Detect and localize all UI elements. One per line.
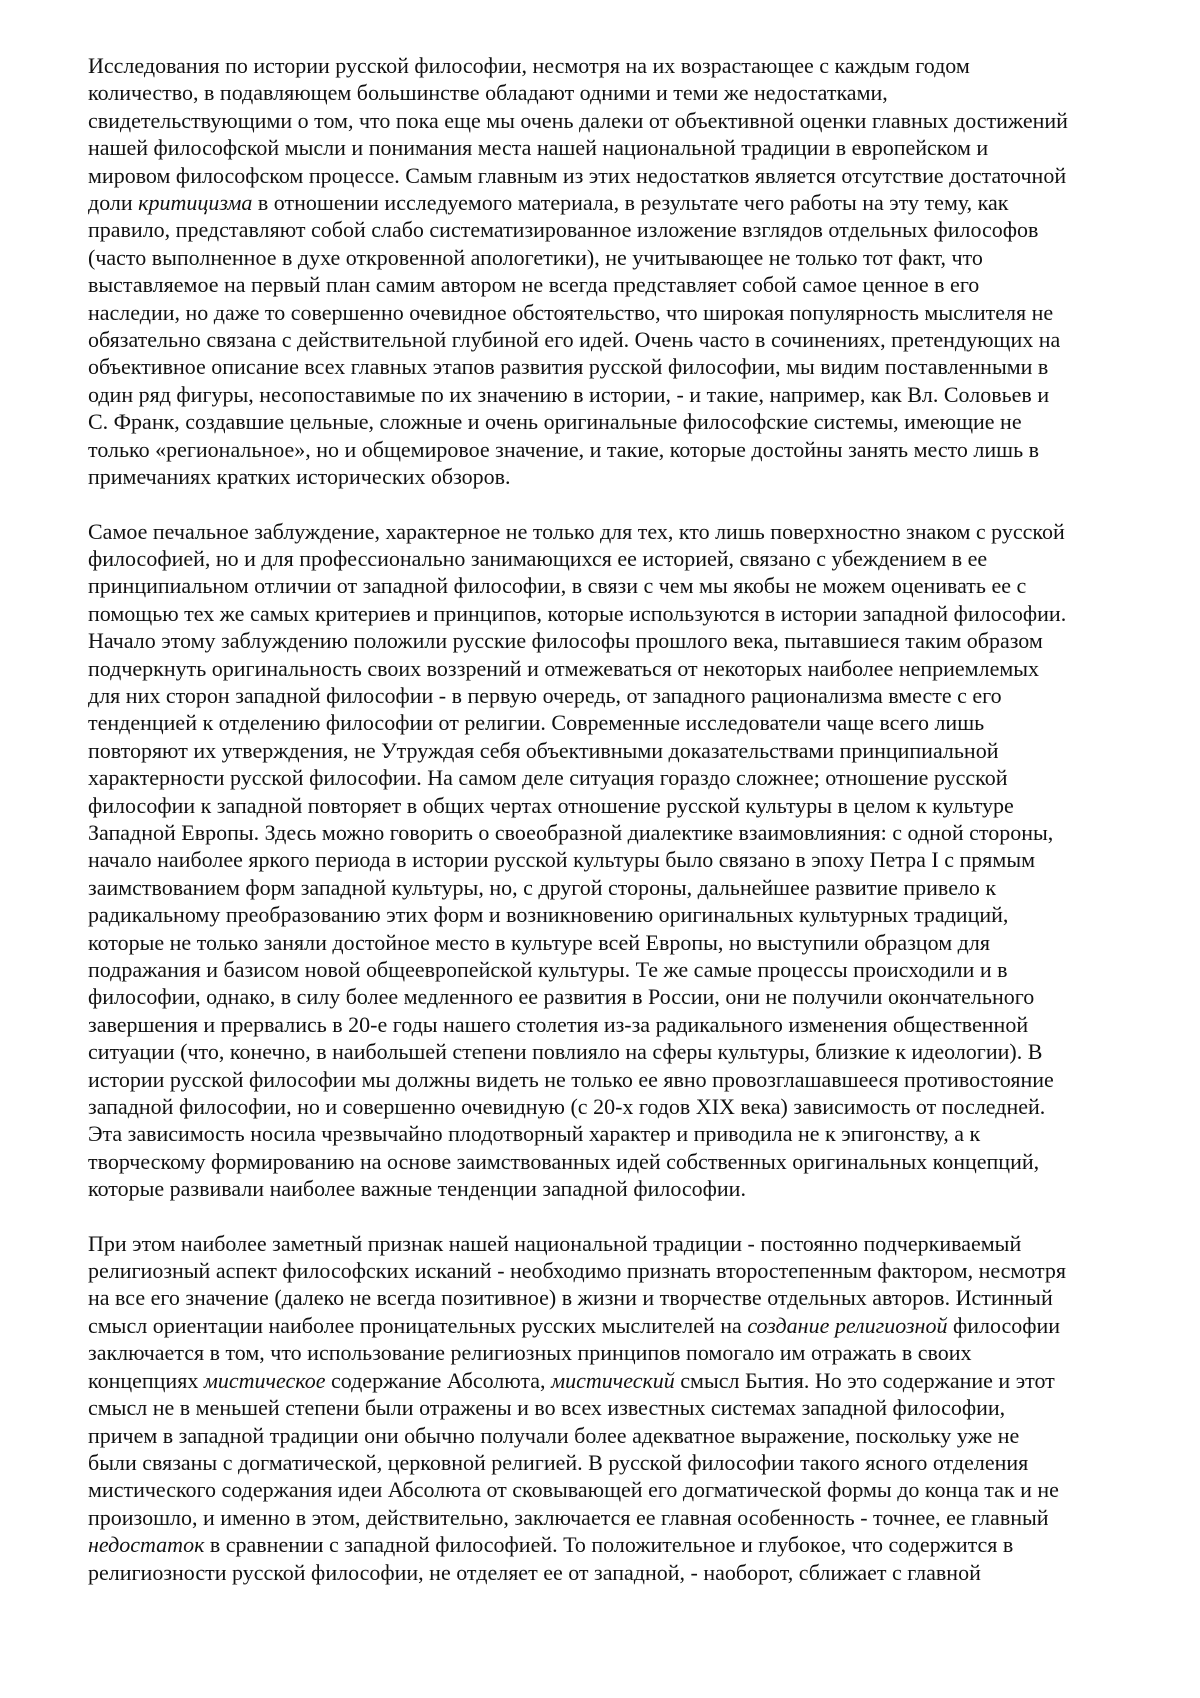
text-line	[88, 1367, 1143, 1394]
text-line	[88, 299, 1143, 326]
text-segment: ситуации (что, конечно, в наибольшей степени повлияло на сферы культуры, близкие к идеологии). В	[88, 1039, 1043, 1065]
text-segment: смысл не в меньшей степени были отражены и во всех известных системах западной философии,	[88, 1395, 1006, 1421]
text-segment: правило, представляют собой слабо систематизированное изложение взглядов отдельных философов	[88, 217, 1039, 243]
text-segment: Самое печальное заблуждение, характерное не только для тех, кто лишь поверхностно знаком с русской	[88, 518, 1065, 544]
text-line	[88, 381, 1143, 408]
text-line	[88, 1476, 1143, 1503]
text-line	[88, 929, 1143, 956]
text-line	[88, 819, 1143, 846]
text-segment: доли	[88, 190, 139, 216]
text-segment: подчеркнуть оригинальность своих воззрений и отмежеваться от некоторых наиболее неприемлемых	[88, 655, 1040, 681]
italic-text: мистический	[551, 1367, 675, 1393]
text-line	[88, 545, 1143, 572]
text-segment: произошло, и именно в этом, действительно, заключается ее главная особенность - точнее, ее главный	[88, 1504, 1049, 1530]
text-segment: смысл ориентации наиболее проницательных русских мыслителей на	[88, 1312, 748, 1338]
text-line	[88, 1230, 1143, 1257]
italic-text: критицизма	[138, 190, 253, 216]
text-segment: были связаны с догматической, церковной религией. В русской философии такого ясного отделения	[88, 1449, 1029, 1475]
text-line	[88, 600, 1143, 627]
text-segment: философией, но и для профессионально занимающихся ее историей, связано с убеждением в ее	[88, 545, 988, 571]
text-line	[88, 901, 1143, 928]
text-line	[88, 983, 1143, 1010]
text-segment: количество, в подавляющем большинстве обладают одними и теми же недостатками,	[88, 80, 888, 106]
italic-text: недостаток	[88, 1532, 205, 1558]
text-segment: истории русской философии мы должны видеть не только ее явно провозглашавшееся противостояние	[88, 1066, 1054, 1092]
text-segment: философии, однако, в силу более медленного ее развития в России, они не получили окончательного	[88, 984, 1035, 1010]
text-line	[88, 1093, 1143, 1120]
text-line	[88, 874, 1143, 901]
text-line	[88, 1312, 1143, 1339]
text-segment: заключается в том, что использование религиозных принципов помогало им отражать в своих	[88, 1340, 972, 1366]
italic-text: создание религиозной	[747, 1312, 948, 1338]
text-line	[88, 408, 1143, 435]
text-line	[88, 326, 1143, 353]
text-line	[88, 436, 1143, 463]
text-segment: тенденцией к отделению философии от религии. Современные исследователи чаще всего лишь	[88, 710, 985, 736]
text-segment: завершения и прервались в 20-е годы нашего столетия из-за радикального изменения общественной	[88, 1011, 1029, 1037]
text-segment: религиозный аспект философских исканий - необходимо признать второстепенным фактором, несмотря	[88, 1258, 1067, 1284]
text-segment: Исследования по истории русской философии, несмотря на их возрастающее с каждым годом	[88, 53, 970, 78]
text-line	[88, 1284, 1143, 1311]
text-segment: творческому формированию на основе заимствованных идей собственных оригинальных концепций,	[88, 1148, 1040, 1174]
text-line	[88, 1148, 1143, 1175]
text-segment: которые развивали наиболее важные тенденции западной философии.	[88, 1176, 746, 1202]
text-line	[88, 1011, 1143, 1038]
text-line	[88, 956, 1143, 983]
text-segment: подражания и базисом новой общеевропейской культуры. Те же самые процессы происходили и в	[88, 957, 1008, 982]
text-line	[88, 627, 1143, 654]
text-segment: Западной Европы. Здесь можно говорить о своеобразной диалектике взаимовлияния: с одной стороны,	[88, 819, 1054, 845]
text-line	[88, 846, 1143, 873]
text-line	[88, 1422, 1143, 1449]
text-segment: принципиальном отличии от западной философии, в связи с чем мы якобы не можем оценивать ее с	[88, 573, 1027, 599]
text-segment: философии к западной повторяет в общих чертах отношение русской культуры в целом к культуре	[88, 792, 1014, 818]
text-segment: причем в западной традиции они обычно получали более адекватное выражение, поскольку уже не	[88, 1422, 1020, 1448]
text-line	[88, 134, 1143, 161]
text-segment: которые не только заняли достойное место в культуре всей Европы, но выступили образцом для	[88, 929, 990, 955]
text-segment: в сравнении с западной философией. То положительное и глубокое, что содержится в	[204, 1532, 1014, 1558]
paragraph	[88, 518, 1143, 1203]
text-segment: наследии, но даже то совершенно очевидное обстоятельство, что широкая популярность мыслителя не	[88, 299, 1054, 325]
document-body	[88, 52, 1143, 1586]
text-segment: объективное описание всех главных этапов развития русской философии, мы видим поставленными в	[88, 354, 1049, 380]
italic-text: мистическое	[203, 1367, 326, 1393]
text-line	[88, 1394, 1143, 1421]
text-line	[88, 1038, 1143, 1065]
text-line	[88, 1339, 1143, 1366]
text-segment: Начало этому заблуждению положили русские философы прошлого века, пытавшиеся таким образом	[88, 628, 1043, 654]
text-segment: помощью тех же самых критериев и принципов, которые используются в истории западной философии.	[88, 600, 1067, 626]
text-segment: религиозности русской философии, не отделяет ее от западной, - наоборот, сближает с главной	[88, 1559, 981, 1585]
text-segment: один ряд фигуры, несопоставимые по их значению в истории, - и такие, например, как Вл. Соловьев и	[88, 381, 1050, 407]
text-line	[88, 682, 1143, 709]
text-segment: примечаниях кратких исторических обзоров.	[88, 464, 511, 490]
text-segment: При этом наиболее заметный признак нашей национальной традиции - постоянно подчеркиваемый	[88, 1230, 1022, 1256]
text-segment: радикальному преобразованию этих форм и возникновению оригинальных культурных традиций,	[88, 902, 1009, 928]
text-line	[88, 709, 1143, 736]
text-line	[88, 244, 1143, 271]
text-line	[88, 52, 1143, 79]
text-segment: западной философии, но и совершенно очевидную (с 20-х годов XIX века) зависимость от последней.	[88, 1094, 1046, 1120]
text-segment: содержание Абсолюта,	[325, 1367, 552, 1393]
text-segment: для них сторон западной философии - в первую очередь, от западного рационализма вместе с его	[88, 682, 1002, 708]
text-segment: на все его значение (далеко не всегда позитивное) в жизни и творчестве отдельных авторов. Истинный	[88, 1285, 1053, 1311]
text-segment: в отношении исследуемого материала, в результате чего работы на эту тему, как	[252, 190, 1009, 216]
text-line	[88, 216, 1143, 243]
text-segment: только «региональное», но и общемировое значение, и такие, которые достойны занять место лишь в	[88, 436, 1040, 462]
text-line	[88, 572, 1143, 599]
text-line	[88, 189, 1143, 216]
text-line	[88, 162, 1143, 189]
paragraph	[88, 1230, 1143, 1586]
text-segment: (часто выполненное в духе откровенной апологетики), не учитывающее не только тот факт, что	[88, 244, 983, 270]
text-line	[88, 1120, 1143, 1147]
text-segment: характерности русской философии. На самом деле ситуация гораздо сложнее; отношение русской	[88, 765, 1008, 791]
text-segment: заимствованием форм западной культуры, но, с другой стороны, дальнейшее развитие привело к	[88, 874, 997, 900]
text-segment: выставляемое на первый план самим автором не всегда представляет собой самое ценное в его	[88, 272, 980, 298]
text-line	[88, 737, 1143, 764]
text-line	[88, 1504, 1143, 1531]
text-line	[88, 518, 1143, 545]
text-line	[88, 1559, 1143, 1586]
text-line	[88, 764, 1143, 791]
text-segment: концепциях	[88, 1367, 204, 1393]
text-line	[88, 1531, 1143, 1558]
text-segment: смысл Бытия. Но это содержание и этот	[674, 1367, 1055, 1393]
text-line	[88, 79, 1143, 106]
text-segment: повторяют их утверждения, не Утруждая себя объективными доказательствами принципиальной	[88, 737, 999, 763]
text-line	[88, 353, 1143, 380]
text-segment: нашей философской мысли и понимания места нашей национальной традиции в европейском и	[88, 135, 989, 161]
text-line	[88, 655, 1143, 682]
text-line	[88, 107, 1143, 134]
text-segment: обязательно связана с действительной глубиной его идей. Очень часто в сочинениях, претендующих на	[88, 327, 1061, 353]
text-line	[88, 1175, 1143, 1202]
text-segment: начало наиболее яркого периода в истории русской культуры было связано в эпоху Петра I с прямым	[88, 847, 1036, 873]
text-line	[88, 271, 1143, 298]
text-segment: С. Франк, создавшие цельные, сложные и очень оригинальные философские системы, имеющие не	[88, 409, 1022, 435]
text-line	[88, 792, 1143, 819]
text-segment: мировом философском процессе. Самым главным из этих недостатков является отсутствие достаточной	[88, 162, 1067, 188]
text-segment: философии	[947, 1312, 1061, 1338]
text-line	[88, 463, 1143, 490]
text-segment: свидетельствующими о том, что пока еще мы очень далеки от объективной оценки главных достижений	[88, 107, 1068, 133]
text-line	[88, 1449, 1143, 1476]
paragraph	[88, 52, 1143, 491]
text-line	[88, 1257, 1143, 1284]
text-line	[88, 1066, 1143, 1093]
text-segment: мистического содержания идеи Абсолюта от сковывающей его догматической формы до конца так и не	[88, 1477, 1059, 1503]
text-segment: Эта зависимость носила чрезвычайно плодотворный характер и приводила не к эпигонству, а к	[88, 1121, 981, 1147]
